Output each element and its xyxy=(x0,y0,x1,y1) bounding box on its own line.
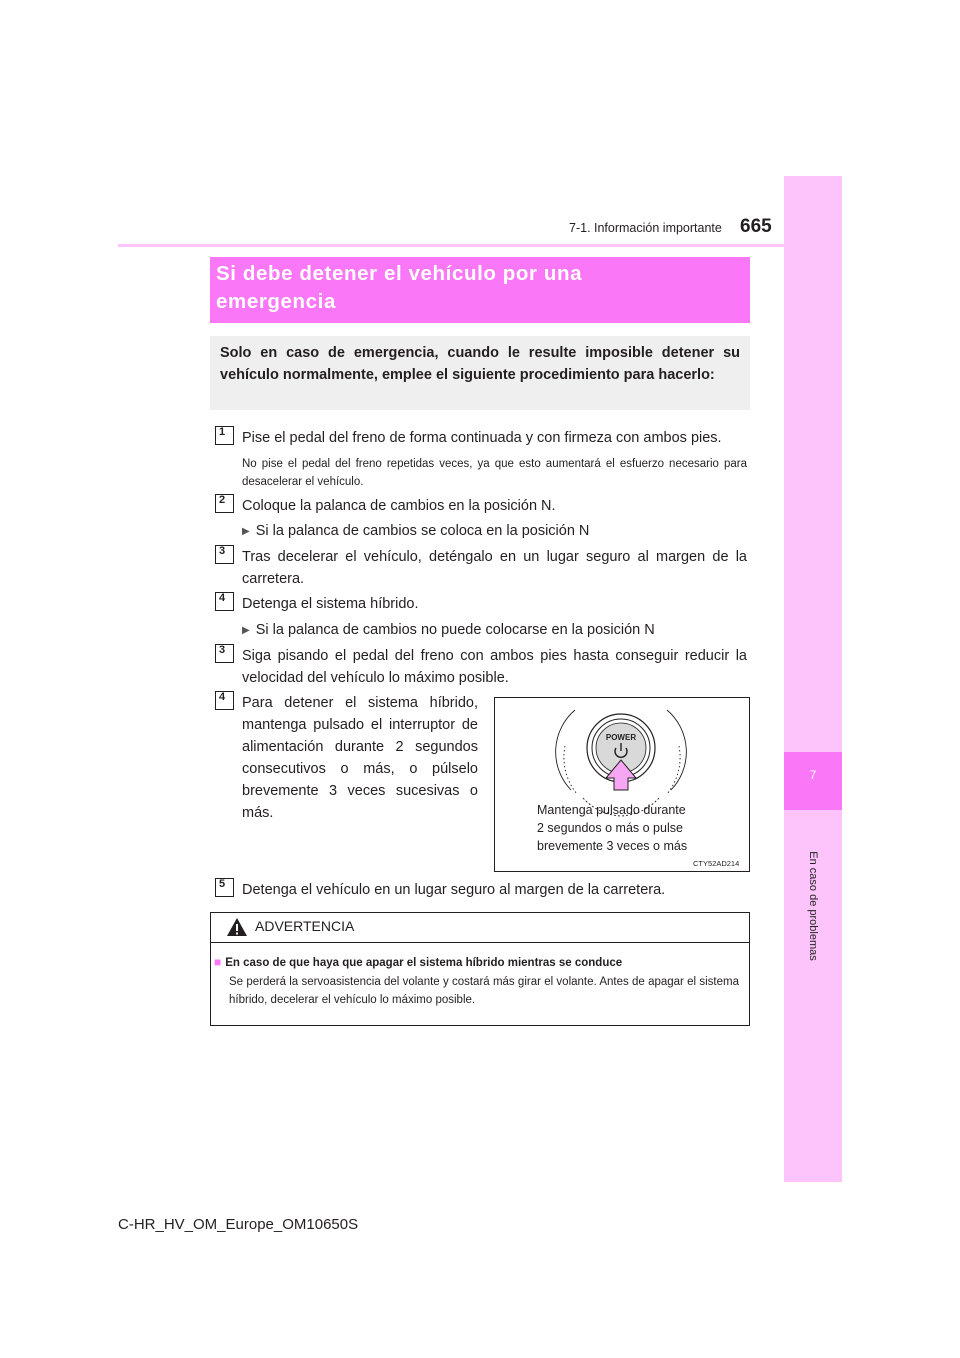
step-number-box: 1 xyxy=(215,426,234,445)
step-number-box: 2 xyxy=(215,494,234,513)
square-bullet-icon: ■ xyxy=(214,955,222,969)
step-number-box: 3 xyxy=(215,644,234,663)
page-number: 665 xyxy=(740,216,772,237)
warning-icon xyxy=(226,917,248,937)
step-number-box: 3 xyxy=(215,545,234,564)
warning-item-title xyxy=(214,955,622,969)
figure-caption-line: brevemente 3 veces o más xyxy=(537,839,688,853)
step-text-line: consecutivos o más, o púlselo xyxy=(242,761,478,777)
step-number-box: 5 xyxy=(215,878,234,897)
power-button-label: POWER xyxy=(605,733,637,742)
warning-item-text: Se perderá la servoasistencia del volante y costará más girar el volante. Antes de apagar el sistema híbrido, decelerar el vehículo lo máximo posible. xyxy=(229,976,739,1006)
condition-bullet xyxy=(242,619,655,642)
intro-text: Solo en caso de emergencia, cuando le resulte imposible detener su vehículo normalmente, emplee el siguiente procedimiento para hacerlo: xyxy=(220,345,740,383)
step-text: Tras decelerar el vehículo, deténgalo en un lugar seguro al margen de la carretera. xyxy=(242,549,747,587)
step-text xyxy=(242,692,478,824)
page-title-line-1: Si debe detener el vehículo por una xyxy=(216,262,583,285)
chapter-side-tab xyxy=(784,176,842,1182)
page-title xyxy=(210,257,750,316)
condition-bullet-text: Si la palanca de cambios no puede colocarse en la posición N xyxy=(255,622,655,638)
step-text: Pise el pedal del freno de forma continuada y con firmeza con ambos pies. xyxy=(242,430,722,446)
section-title: 7-1. Información importante xyxy=(569,221,722,235)
step-text-line: brevemente 3 veces sucesivas o xyxy=(242,783,478,799)
document-footer: C-HR_HV_OM_Europe_OM10650S xyxy=(118,1216,359,1233)
step-text: Detenga el vehículo en un lugar seguro al margen de la carretera. xyxy=(242,882,666,898)
page-title-band xyxy=(210,257,750,323)
step-number-box: 4 xyxy=(215,592,234,611)
chapter-number-tab xyxy=(784,752,842,810)
step-text: Coloque la palanca de cambios en la posición N. xyxy=(242,498,556,514)
step-note: No pise el pedal del freno repetidas veces, ya que esto aumentará el esfuerzo necesario para desacelerar el vehículo. xyxy=(242,458,747,488)
warning-title: ADVERTENCIA xyxy=(255,918,355,934)
step-text-line: mantenga pulsado el interruptor de xyxy=(242,717,478,733)
step-text-line: Para detener el sistema híbrido, xyxy=(242,695,478,711)
warning-item-title-text: En caso de que haya que apagar el sistema híbrido mientras se conduce xyxy=(225,957,623,969)
header-rule xyxy=(118,244,842,247)
chapter-number: 7 xyxy=(809,768,817,782)
figure-caption-line: 2 segundos o más o pulse xyxy=(537,821,683,835)
page-title-line-2: emergencia xyxy=(216,290,336,313)
intro-box xyxy=(210,336,750,410)
condition-bullet-text: Si la palanca de cambios se coloca en la posición N xyxy=(255,523,590,539)
step-text-line: alimentación durante 2 segundos xyxy=(242,739,478,755)
condition-bullet xyxy=(242,520,589,543)
chapter-label: En caso de problemas xyxy=(807,851,819,961)
step-number-box: 4 xyxy=(215,691,234,710)
step-text: Detenga el sistema híbrido. xyxy=(242,596,419,612)
figure-caption xyxy=(537,801,717,855)
step-text: Siga pisando el pedal del freno con ambos pies hasta conseguir reducir la velocidad del vehículo lo máximo posible. xyxy=(242,648,747,686)
figure-caption-line: Mantenga pulsado durante xyxy=(537,803,686,817)
triangle-right-icon: ▶ xyxy=(242,625,250,636)
step-text-line: más. xyxy=(242,805,274,821)
figure-code: CTY52AD214 xyxy=(693,859,740,868)
triangle-right-icon: ▶ xyxy=(242,526,250,537)
